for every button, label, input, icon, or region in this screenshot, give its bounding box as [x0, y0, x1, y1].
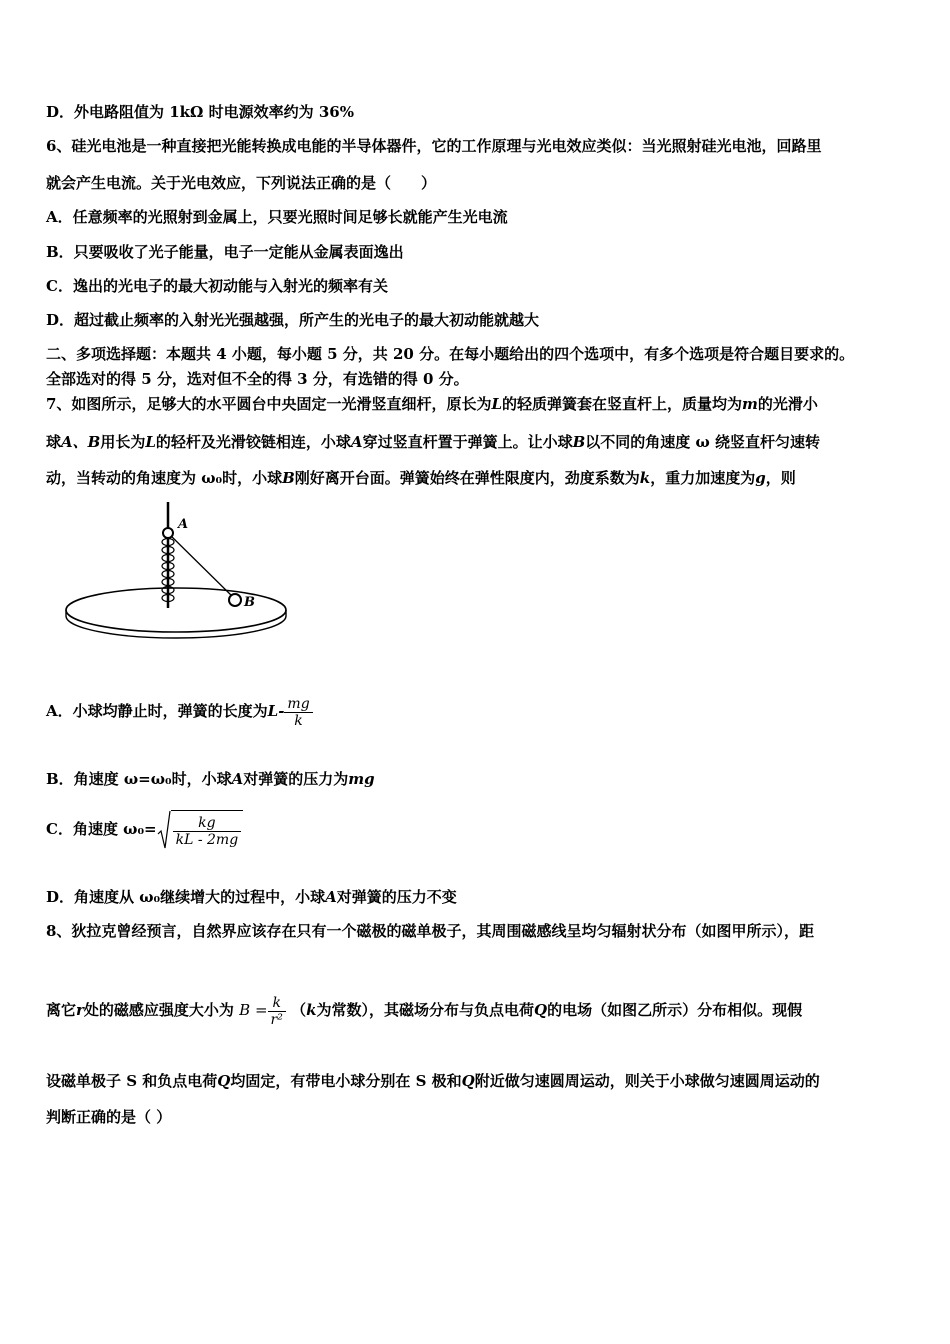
- q7-stem-line3: 动，当转动的角速度为 ω₀时，小球B刚好离开台面。弹簧始终在弹性限度内，劲度系数为k，重力加速度为g，则: [46, 469, 796, 487]
- q7-option-b: B．角速度 ω=ω₀时，小球A对弹簧的压力为mg: [46, 770, 375, 788]
- q8-stem-line4: 判断正确的是（ ）: [46, 1108, 172, 1126]
- q8-stem-line3: 设磁单极子 S 和负点电荷Q均固定，有带电小球分别在 S 极和Q附近做匀速圆周运动，则关于小球做匀速圆周运动的: [46, 1072, 820, 1090]
- q6-option-d: D．超过截止频率的入射光光强越强，所产生的光电子的最大初动能就越大: [46, 311, 540, 329]
- q7-stem-line1: 7、如图所示，足够大的水平圆台中央固定一光滑竖直细杆，原长为L的轻质弹簧套在竖直杆上，质量均为m的光滑小: [46, 395, 818, 413]
- fraction-k-over-r-squared: $\frac{k}{\text{r²}}$: [268, 995, 286, 1028]
- q7-option-d: D．角速度从 ω₀继续增大的过程中，小球A对弹簧的压力不变: [46, 888, 457, 906]
- q7-stem-line2: 球A、B用长为L的轻杆及光滑铰链相连，小球A穿过竖直杆置于弹簧上。让小球B以不同的角速度 ω 绕竖直杆匀速转: [46, 433, 820, 451]
- q6-stem-line1: 6、硅光电池是一种直接把光能转换成电能的半导体器件，它的工作原理与光电效应类似：当光照射硅光电池，回路里: [46, 137, 822, 155]
- q7-figure: [60, 498, 300, 648]
- ball-b: [229, 594, 241, 606]
- q5-option-d: D．外电路阻值为 1kΩ 时电源效率约为 36%: [46, 103, 354, 121]
- q7-option-a: A．小球均静止时，弹簧的长度为L- $\frac{mg}{k}$: [46, 693, 313, 729]
- q8-stem-line1: 8、狄拉克曾经预言，自然界应该存在只有一个磁极的磁单极子，其周围磁感线呈均匀辐射状分布（如图甲所示），距: [46, 922, 814, 940]
- section2-heading-line2: 全部选对的得 5 分，选对但不全的得 3 分，有选错的得 0 分。: [46, 370, 469, 388]
- q8-stem-line2: 离它r处的磁感应强度大小为 B = $\frac{k}{\text{r²}}$ （k为常数），其磁场分布与负点电荷Q的电场（如图乙所示）分布相似。现假: [46, 994, 803, 1028]
- q7-option-c: C．角速度 ω₀= $\frac{kg}{kL - 2mg}$: [46, 810, 243, 850]
- ball-a: [163, 528, 173, 538]
- section2-heading-line1: 二、多项选择题：本题共 4 小题，每小题 5 分，共 20 分。在每小题给出的四个选项中，有多个选项是符合题目要求的。: [46, 345, 855, 363]
- label-a: A: [178, 517, 189, 532]
- turntable-rim: [66, 610, 286, 638]
- square-root: $\frac{kg}{kL - 2mg}$: [157, 810, 244, 850]
- q6-option-b: B．只要吸收了光子能量，电子一定能从金属表面逸出: [46, 243, 404, 261]
- label-b: B: [244, 595, 255, 610]
- fraction-mg-over-k: $\frac{mg}{k}$: [284, 696, 312, 729]
- q6-option-a: A．任意频率的光照射到金属上，只要光照时间足够长就能产生光电流: [46, 208, 508, 226]
- q6-stem-line2: 就会产生电流。关于光电效应，下列说法正确的是（ ）: [46, 174, 437, 192]
- q6-option-c: C．逸出的光电子的最大初动能与入射光的频率有关: [46, 277, 388, 295]
